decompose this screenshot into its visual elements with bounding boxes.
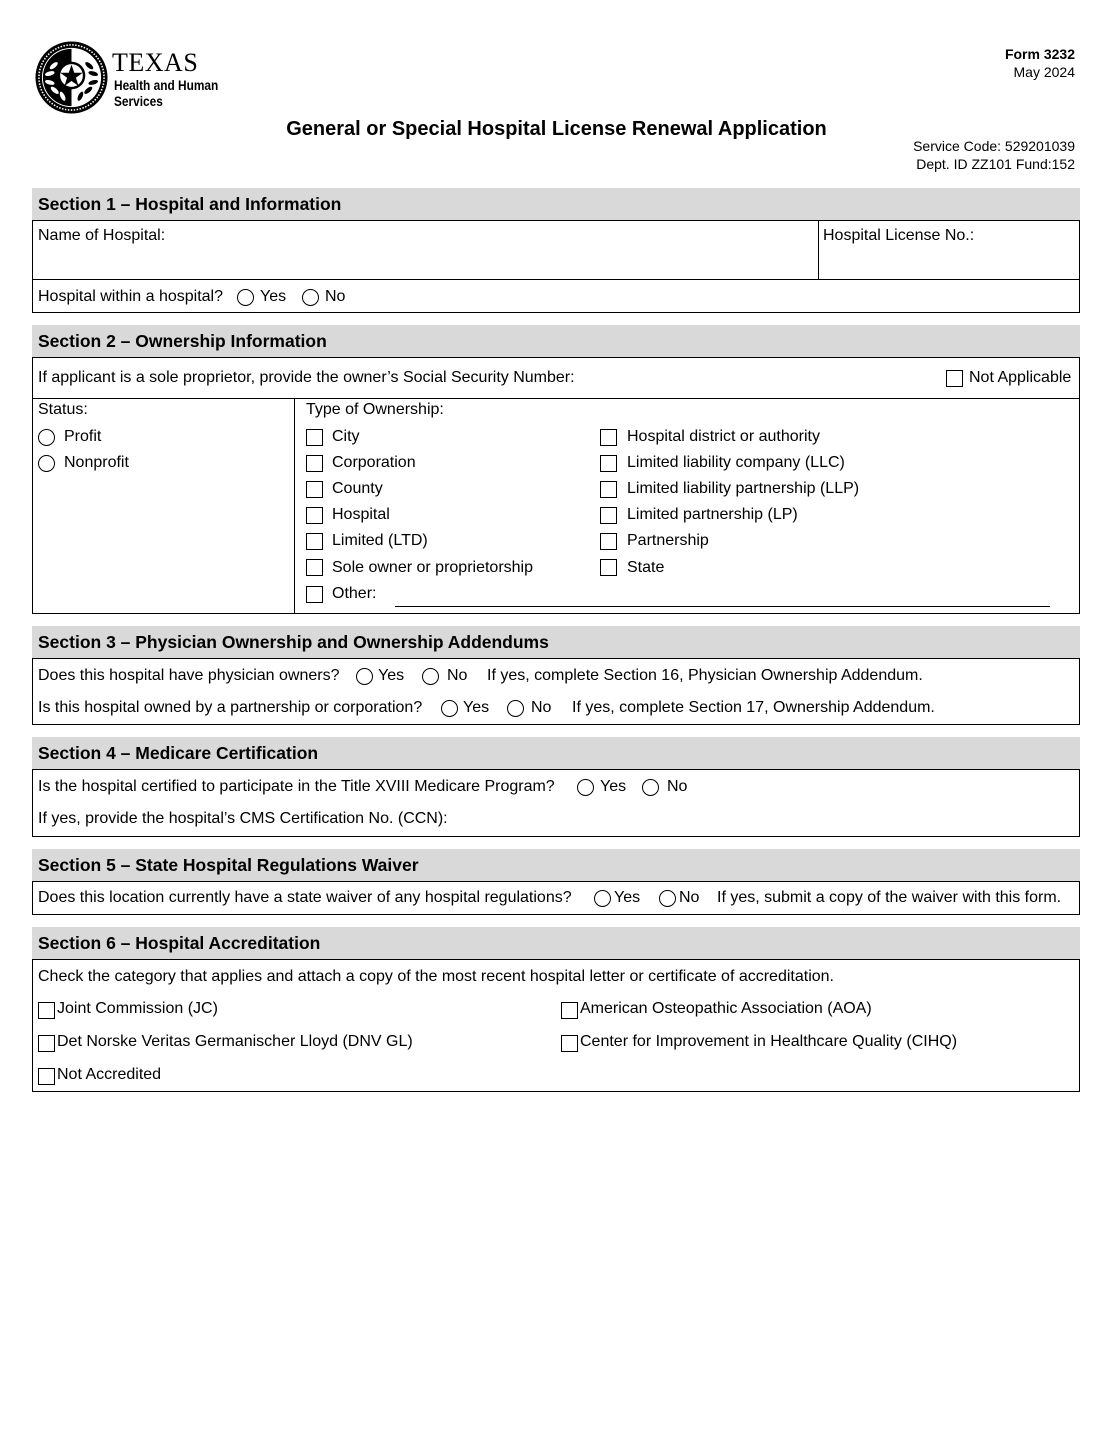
accred-dnv-label: Det Norske Veritas Germanischer Lloyd (DNV GL) bbox=[57, 1033, 413, 1050]
accred-dnv-checkbox[interactable] bbox=[38, 1035, 55, 1052]
texas-seal-icon bbox=[34, 40, 109, 115]
hwh-yes-radio[interactable] bbox=[237, 289, 254, 306]
ownership-sole-owner-label: Sole owner or proprietorship bbox=[332, 559, 533, 576]
ownership-other-checkbox[interactable] bbox=[306, 586, 323, 603]
accred-not-accredited-checkbox[interactable] bbox=[38, 1068, 55, 1085]
section1-box bbox=[32, 220, 1080, 313]
ownership-corporation-checkbox[interactable] bbox=[306, 455, 323, 472]
hospital-name-label: Name of Hospital: bbox=[38, 227, 166, 244]
partnership-no-label: No bbox=[531, 699, 552, 716]
ownership-partnership-label: Partnership bbox=[627, 532, 709, 549]
accred-jc-label: Joint Commission (JC) bbox=[57, 1000, 218, 1017]
page-title: General or Special Hospital License Renewal Application bbox=[286, 118, 827, 140]
medicare-question: Is the hospital certified to participate in the Title XVIII Medicare Program? bbox=[38, 778, 555, 795]
physician-owners-yes-label: Yes bbox=[378, 667, 405, 684]
waiver-yes-label: Yes bbox=[614, 889, 641, 906]
ownership-county-checkbox[interactable] bbox=[306, 481, 323, 498]
medicare-yes-label: Yes bbox=[600, 778, 627, 795]
physician-owners-yes-radio[interactable] bbox=[356, 668, 373, 685]
ownership-city-label: City bbox=[332, 428, 360, 445]
ownership-partnership-checkbox[interactable] bbox=[600, 533, 617, 550]
ownership-corporation-label: Corporation bbox=[332, 454, 416, 471]
ownership-other-label: Other: bbox=[332, 585, 377, 602]
ownership-city-checkbox[interactable] bbox=[306, 429, 323, 446]
hospital-name-input[interactable] bbox=[38, 249, 808, 273]
logo-state-text: TEXAS bbox=[112, 48, 199, 77]
divider bbox=[33, 279, 1079, 280]
license-no-label: Hospital License No.: bbox=[823, 227, 975, 244]
hwh-yes-label: Yes bbox=[260, 288, 287, 305]
ownership-state-label: State bbox=[627, 559, 665, 576]
divider bbox=[294, 398, 295, 614]
section5-header: Section 5 – State Hospital Regulations Waiver bbox=[32, 849, 1080, 881]
physician-owners-note: If yes, complete Section 16, Physician Ownership Addendum. bbox=[487, 667, 923, 684]
ownership-llp-checkbox[interactable] bbox=[600, 481, 617, 498]
physician-owners-no-label: No bbox=[447, 667, 468, 684]
medicare-yes-radio[interactable] bbox=[577, 779, 594, 796]
license-no-input[interactable] bbox=[823, 249, 1073, 273]
section3-header: Section 3 – Physician Ownership and Ownership Addendums bbox=[32, 626, 1080, 658]
ownership-district-checkbox[interactable] bbox=[600, 429, 617, 446]
section4-box bbox=[32, 769, 1080, 837]
ownership-lp-label: Limited partnership (LP) bbox=[627, 506, 798, 523]
ownership-sole-owner-checkbox[interactable] bbox=[306, 559, 323, 576]
waiver-question: Does this location currently have a state waiver of any hospital regulations? bbox=[38, 889, 572, 906]
form-number: Form 3232 bbox=[1004, 46, 1075, 62]
partnership-yes-radio[interactable] bbox=[441, 700, 458, 717]
ownership-llc-checkbox[interactable] bbox=[600, 455, 617, 472]
section6-box bbox=[32, 959, 1080, 1092]
section5-box bbox=[32, 881, 1080, 915]
partnership-note: If yes, complete Section 17, Ownership Addendum. bbox=[572, 699, 935, 716]
divider bbox=[818, 221, 819, 279]
medicare-no-label: No bbox=[667, 778, 688, 795]
physician-owners-question: Does this hospital have physician owners? bbox=[38, 667, 340, 684]
section3-box bbox=[32, 658, 1080, 725]
status-nonprofit-radio[interactable] bbox=[38, 455, 55, 472]
logo-agency-text: Health and Human Services bbox=[114, 78, 219, 109]
physician-owners-no-radio[interactable] bbox=[422, 668, 439, 685]
hwh-no-radio[interactable] bbox=[302, 289, 319, 306]
section1-header: Section 1 – Hospital and Information bbox=[32, 188, 1080, 220]
not-applicable-label: Not Applicable bbox=[969, 369, 1072, 386]
ccn-label: If yes, provide the hospital’s CMS Certification No. (CCN): bbox=[38, 810, 448, 827]
dept-fund: Dept. ID ZZ101 Fund:152 bbox=[916, 156, 1075, 172]
ccn-input[interactable] bbox=[463, 807, 1063, 831]
ownership-lp-checkbox[interactable] bbox=[600, 507, 617, 524]
service-info bbox=[913, 137, 1075, 173]
service-code: Service Code: 529201039 bbox=[913, 138, 1075, 154]
form-date: May 2024 bbox=[1013, 64, 1075, 80]
divider bbox=[33, 398, 1079, 399]
accred-aoa-label: American Osteopathic Association (AOA) bbox=[580, 1000, 872, 1017]
accreditation-instruction: Check the category that applies and attach a copy of the most recent hospital letter or certificate of accreditation. bbox=[38, 968, 834, 985]
ownership-other-input[interactable] bbox=[397, 582, 1049, 604]
hwh-no-label: No bbox=[325, 288, 346, 305]
ownership-hospital-label: Hospital bbox=[332, 506, 390, 523]
ownership-llc-label: Limited liability company (LLC) bbox=[627, 454, 845, 471]
partnership-question: Is this hospital owned by a partnership or corporation? bbox=[38, 699, 423, 716]
accred-cihq-label: Center for Improvement in Healthcare Quality (CIHQ) bbox=[580, 1033, 958, 1050]
waiver-no-label: No bbox=[679, 889, 700, 906]
medicare-no-radio[interactable] bbox=[642, 779, 659, 796]
ownership-hospital-checkbox[interactable] bbox=[306, 507, 323, 524]
accred-jc-checkbox[interactable] bbox=[38, 1002, 55, 1019]
ownership-state-checkbox[interactable] bbox=[600, 559, 617, 576]
section2-box bbox=[32, 357, 1080, 614]
accred-not-accredited-label: Not Accredited bbox=[57, 1066, 162, 1083]
section6-header: Section 6 – Hospital Accreditation bbox=[32, 927, 1080, 959]
ownership-district-label: Hospital district or authority bbox=[627, 428, 820, 445]
partnership-yes-label: Yes bbox=[463, 699, 490, 716]
status-profit-radio[interactable] bbox=[38, 429, 55, 446]
waiver-yes-radio[interactable] bbox=[594, 890, 611, 907]
waiver-no-radio[interactable] bbox=[659, 890, 676, 907]
status-nonprofit-label: Nonprofit bbox=[64, 454, 129, 471]
section4-header: Section 4 – Medicare Certification bbox=[32, 737, 1080, 769]
hwh-question: Hospital within a hospital? bbox=[38, 288, 223, 305]
ownership-type-label: Type of Ownership: bbox=[306, 401, 444, 418]
ssn-prompt: If applicant is a sole proprietor, provide the owner’s Social Security Number: bbox=[38, 369, 575, 386]
waiver-note: If yes, submit a copy of the waiver with this form. bbox=[717, 889, 1062, 906]
ownership-limited-label: Limited (LTD) bbox=[332, 532, 428, 549]
ownership-limited-checkbox[interactable] bbox=[306, 533, 323, 550]
other-underline bbox=[395, 606, 1050, 607]
ownership-county-label: County bbox=[332, 480, 383, 497]
hhs-logo bbox=[34, 40, 234, 116]
ownership-llp-label: Limited liability partnership (LLP) bbox=[627, 480, 860, 497]
accred-cihq-checkbox[interactable] bbox=[561, 1035, 578, 1052]
status-label: Status: bbox=[38, 401, 88, 418]
section2-header: Section 2 – Ownership Information bbox=[32, 325, 1080, 357]
ssn-input[interactable] bbox=[593, 366, 943, 390]
status-profit-label: Profit bbox=[64, 428, 102, 445]
accred-aoa-checkbox[interactable] bbox=[561, 1002, 578, 1019]
not-applicable-checkbox[interactable] bbox=[946, 370, 963, 387]
partnership-no-radio[interactable] bbox=[507, 700, 524, 717]
